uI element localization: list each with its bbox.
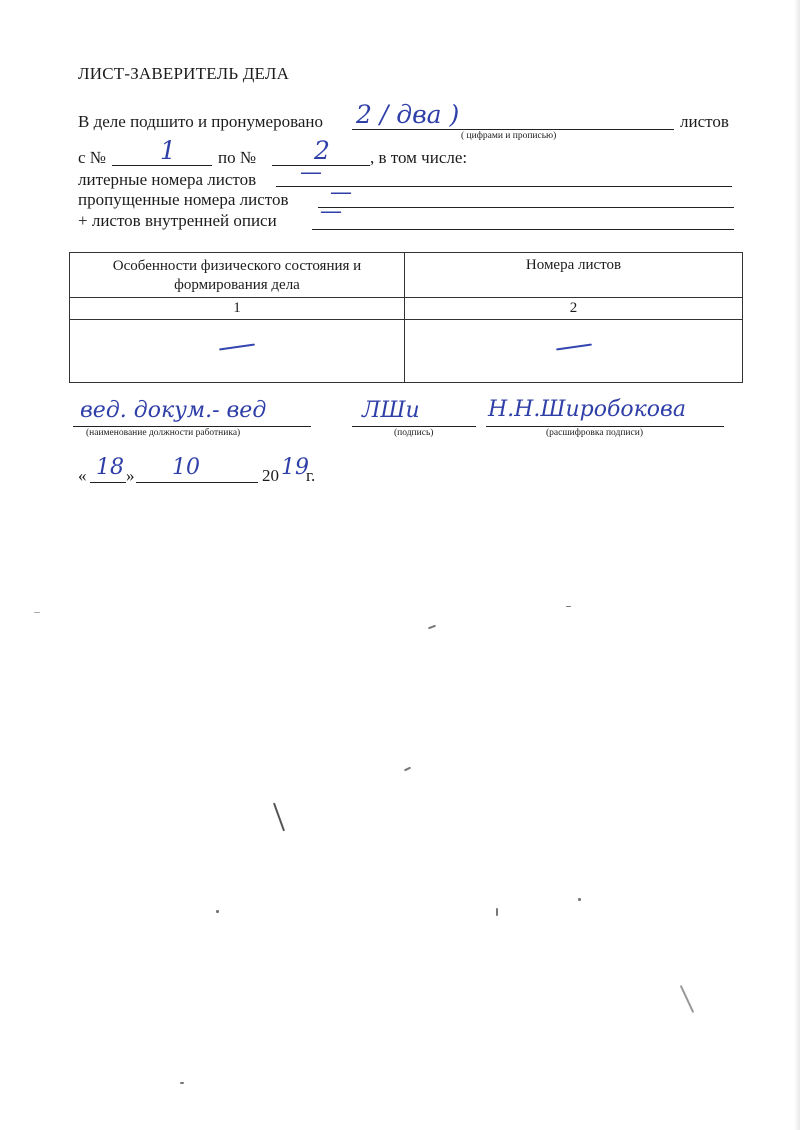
letter-numbers-value: — — [300, 160, 322, 185]
condition-table — [69, 252, 743, 383]
sheets-count-handwritten: 2 / два ) — [356, 100, 460, 129]
date-day-underline — [90, 482, 126, 483]
scan-speck — [566, 606, 571, 607]
signature-underline — [352, 426, 476, 427]
position-handwritten: вед. докум.- вед — [80, 398, 267, 423]
table-header-condition: Особенности физического состояния и формирования дела — [70, 253, 405, 298]
sheets-count-underline — [352, 129, 674, 130]
scan-speck — [34, 612, 40, 613]
missing-numbers-value: — — [330, 180, 352, 205]
signature-decoding-underline — [486, 426, 724, 427]
inner-inventory-label: + листов внутренней описи — [78, 211, 277, 230]
scan-speck — [180, 1082, 184, 1084]
scan-speck — [273, 803, 285, 832]
signature-decoding-hint: (расшифровка подписи) — [546, 428, 643, 438]
document-title: ЛИСТ-ЗАВЕРИТЕЛЬ ДЕЛА — [78, 64, 290, 83]
signature-hint: (подпись) — [394, 428, 434, 438]
scan-speck — [428, 625, 436, 630]
to-number-value: 2 — [314, 136, 330, 165]
date-open-quote: « — [78, 466, 87, 485]
date-year-prefix: 20 — [262, 466, 279, 485]
date-month-underline — [136, 482, 258, 483]
missing-numbers-underline — [318, 207, 734, 208]
sheets-count-label: В деле подшито и пронумеровано — [78, 112, 324, 131]
position-underline — [73, 426, 311, 427]
scan-speck — [578, 898, 581, 901]
date-year-suffix: 19 — [281, 455, 309, 480]
table-row — [70, 320, 743, 383]
scan-speck — [680, 985, 694, 1013]
scan-edge — [794, 0, 800, 1130]
table-number-row — [70, 298, 743, 320]
from-number-underline — [112, 165, 212, 166]
position-hint: (наименование должности работника) — [86, 428, 241, 438]
inner-inventory-value: — — [320, 199, 342, 224]
from-number-value: 1 — [160, 136, 176, 165]
handwritten-dash — [219, 344, 255, 351]
to-number-label: по № — [218, 148, 257, 167]
table-header-row — [70, 253, 743, 298]
scan-speck — [404, 767, 411, 772]
date-close-quote: » — [126, 466, 135, 485]
table-header-sheet-numbers: Номера листов — [405, 253, 743, 298]
scan-speck — [496, 908, 498, 916]
table-cell-sheet-numbers — [405, 320, 743, 383]
signature-handwritten: ЛШи — [362, 398, 420, 423]
from-number-label: с № — [78, 148, 107, 167]
table-column-number-2: 2 — [405, 298, 743, 320]
inner-inventory-underline — [312, 229, 734, 230]
sheets-count-hint: ( цифрами и прописью) — [461, 131, 557, 141]
sheets-suffix: листов — [680, 112, 729, 131]
handwritten-dash — [556, 344, 592, 351]
table-column-number-1: 1 — [70, 298, 405, 320]
date-month: 10 — [172, 455, 200, 480]
date-day: 18 — [96, 455, 124, 480]
including-label: , в том числе: — [370, 148, 468, 167]
letter-numbers-label: литерные номера листов — [78, 170, 257, 189]
table-cell-condition — [70, 320, 405, 383]
missing-numbers-label: пропущенные номера листов — [78, 190, 289, 209]
signature-decoding-handwritten: Н.Н.Широбокова — [488, 397, 686, 422]
scan-speck — [216, 910, 219, 913]
date-year-end: г. — [306, 466, 316, 485]
